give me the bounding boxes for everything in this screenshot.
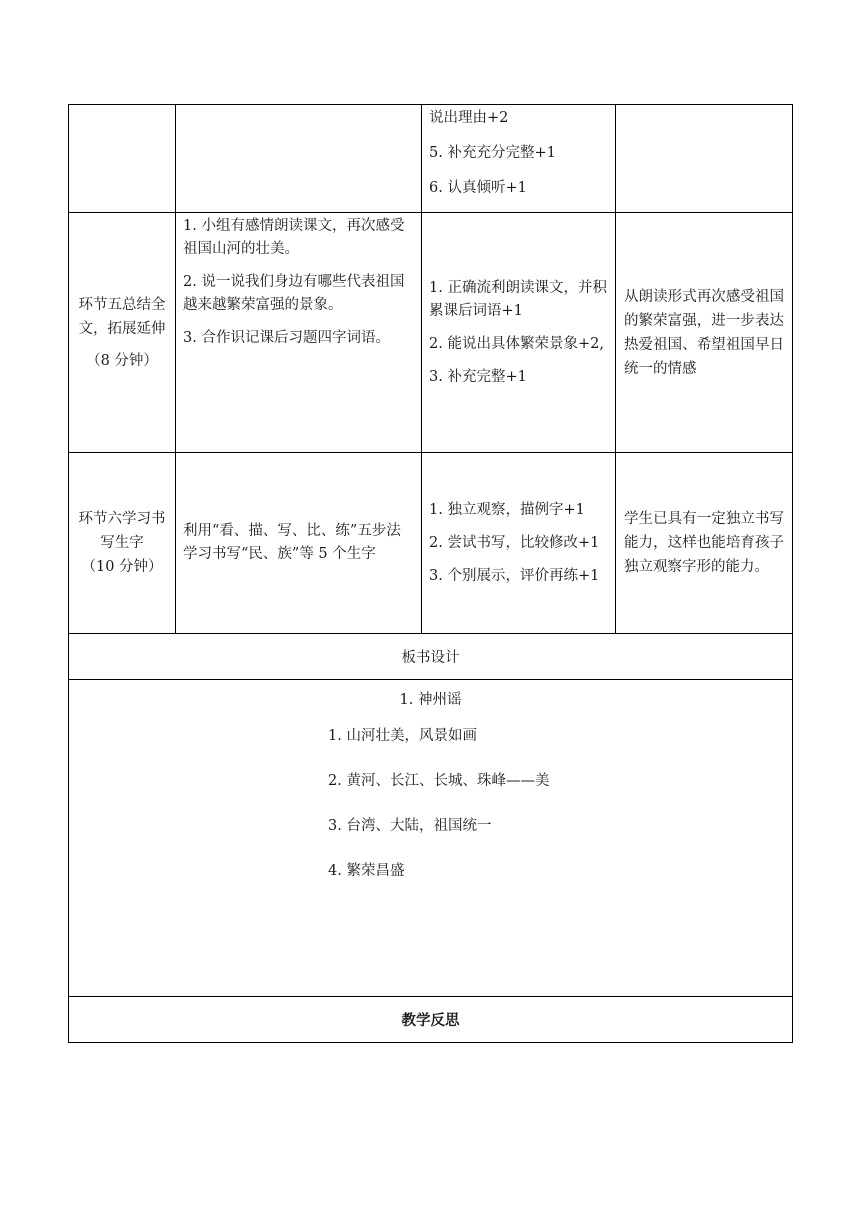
activity-cell bbox=[176, 105, 422, 213]
table-row bbox=[69, 453, 793, 634]
board-title: 1. 神州谣 bbox=[399, 692, 462, 708]
list-item: 4. 繁荣昌盛 bbox=[328, 863, 405, 879]
table-row bbox=[69, 105, 793, 213]
lesson-plan-table bbox=[68, 104, 793, 1043]
activity-item: 1. 小组有感情朗读课文，再次感受祖国山河的壮美。 bbox=[183, 218, 405, 257]
criteria-item: 1. 正确流利朗读课文，并积累课后词语+1 bbox=[429, 279, 607, 319]
criteria-item: 5. 补充充分完整+1 bbox=[429, 145, 556, 161]
board-body-row bbox=[69, 680, 793, 997]
table-row bbox=[69, 213, 793, 453]
criteria-cell bbox=[422, 105, 616, 213]
reflection-heading: 教学反思 bbox=[69, 997, 793, 1043]
reflection-row bbox=[69, 997, 793, 1043]
activity-item: 2. 说一说我们身边有哪些代表祖国越来越繁荣富强的景象。 bbox=[183, 274, 405, 313]
criteria-item: 1. 独立观察，描例字+1 bbox=[429, 501, 585, 518]
board-body bbox=[69, 680, 793, 997]
goal-text: 学生已具有一定独立书写能力，这样也能培育孩子独立观察字形的能力。 bbox=[624, 511, 784, 575]
goal-cell bbox=[616, 105, 793, 213]
list-item: 2. 黄河、长江、长城、珠峰——美 bbox=[328, 773, 550, 789]
stage-time: （8 分钟） bbox=[86, 352, 158, 369]
stage-time: （10 分钟） bbox=[81, 559, 163, 575]
board-header-row bbox=[69, 634, 793, 680]
stage-cell bbox=[69, 105, 176, 213]
activity-cell bbox=[176, 453, 422, 634]
criteria-item: 6. 认真倾听+1 bbox=[429, 180, 527, 196]
activity-item: 3. 合作识记课后习题四字词语。 bbox=[183, 330, 390, 346]
criteria-item: 2. 尝试书写，比较修改+1 bbox=[429, 534, 600, 551]
list-item: 3. 台湾、大陆，祖国统一 bbox=[328, 818, 492, 834]
criteria-item: 3. 补充完整+1 bbox=[429, 368, 527, 385]
list-item: 1. 山河壮美，风景如画 bbox=[328, 728, 477, 744]
criteria-item: 说出理由+2 bbox=[429, 110, 509, 126]
goal-text: 从朗读形式再次感受祖国的繁荣富强，进一步表达热爱祖国、希望祖国早日统一的情感 bbox=[624, 288, 784, 377]
stage-name: 环节五总结全文，拓展延伸 bbox=[78, 296, 166, 337]
activity-cell bbox=[176, 213, 422, 453]
board-heading: 板书设计 bbox=[69, 634, 793, 680]
stage-name: 环节六学习书写生字 bbox=[78, 511, 166, 551]
stage-cell bbox=[69, 453, 176, 634]
criteria-item: 3. 个别展示，评价再练+1 bbox=[429, 567, 600, 584]
stage-cell bbox=[69, 213, 176, 453]
criteria-cell bbox=[422, 453, 616, 634]
board-list bbox=[328, 724, 860, 883]
activity-item: 利用“看、描、写、比、练”五步法学习书写“民、族”等 5 个生字 bbox=[183, 523, 401, 562]
goal-cell bbox=[616, 213, 793, 453]
goal-cell bbox=[616, 453, 793, 634]
criteria-item: 2. 能说出具体繁荣景象+2, bbox=[429, 335, 604, 352]
criteria-cell bbox=[422, 213, 616, 453]
